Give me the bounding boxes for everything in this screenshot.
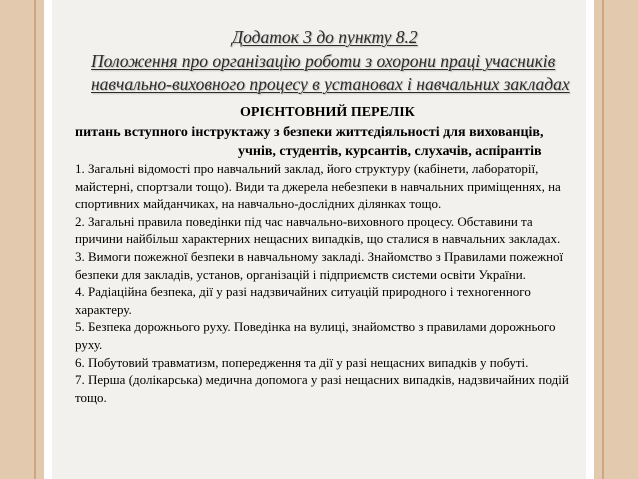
list-item-text: тощо.	[75, 389, 107, 405]
list-item-text: 4. Радіаційна безпека, дії у разі надзвичайних ситуацій природного і техногенного	[75, 284, 531, 300]
list-item-text: руху.	[75, 336, 103, 352]
list-subtitle-line-1: питань вступного інструктажу з безпеки життєдіяльності для вихованців,	[75, 125, 544, 140]
list-item	[75, 283, 605, 318]
list-item-text: 1. Загальні відомості про навчальний заклад, його структуру (кабінети, лабораторії,	[75, 161, 539, 176]
header-regulation-line-2: навчально-виховного процесу в установах і навчальних закладах	[91, 74, 570, 94]
list-item	[75, 371, 605, 406]
header-appendix-line: Додаток 3 до пункту 8.2	[232, 27, 418, 47]
list-item-text: 2. Загальні правила поведінки під час навчально-виховного процесу. Обставини та	[75, 213, 533, 229]
list-item	[75, 248, 605, 283]
list-item-text: майстерні, спортзали тощо). Види та джерела небезпеки в навчальних приміщеннях, на	[75, 178, 561, 194]
list-item-text: характеру.	[75, 301, 132, 317]
list-item	[75, 354, 605, 372]
topics-list	[75, 160, 605, 406]
list-item-text: спортивних майданчиках, на навчально-дослідних ділянках тощо.	[75, 196, 442, 212]
list-item-text: 5. Безпека дорожнього руху. Поведінка на вулиці, знайомство з правилами дорожнього	[75, 319, 556, 335]
list-item	[75, 213, 605, 248]
list-subtitle-line-2: учнів, студентів, курсантів, слухачів, аспірантів	[238, 144, 542, 159]
list-item-text: 7. Перша (долікарська) медична допомога у разі нещасних випадків, надзвичайних подій	[75, 372, 569, 388]
header-regulation-line-1: Положення про організацію роботи з охорони праці учасників	[91, 51, 556, 71]
list-title: ОРІЄНТОВНИЙ ПЕРЕЛІК	[240, 105, 415, 120]
list-item-text: причини найбільш характерних нещасних випадків, що сталися в навчальних закладах.	[75, 231, 561, 247]
list-item	[75, 318, 605, 353]
list-item	[75, 160, 605, 213]
list-item-text: 6. Побутовий травматизм, попередження та дії у разі нещасних випадків у побуті.	[75, 354, 529, 370]
list-item-text: безпеки для закладів, установ, організацій і підприємств системи освіти України.	[75, 266, 526, 282]
list-item-text: 3. Вимоги пожежної безпеки в навчальному закладі. Знайомство з Правилами пожежної	[75, 248, 564, 264]
